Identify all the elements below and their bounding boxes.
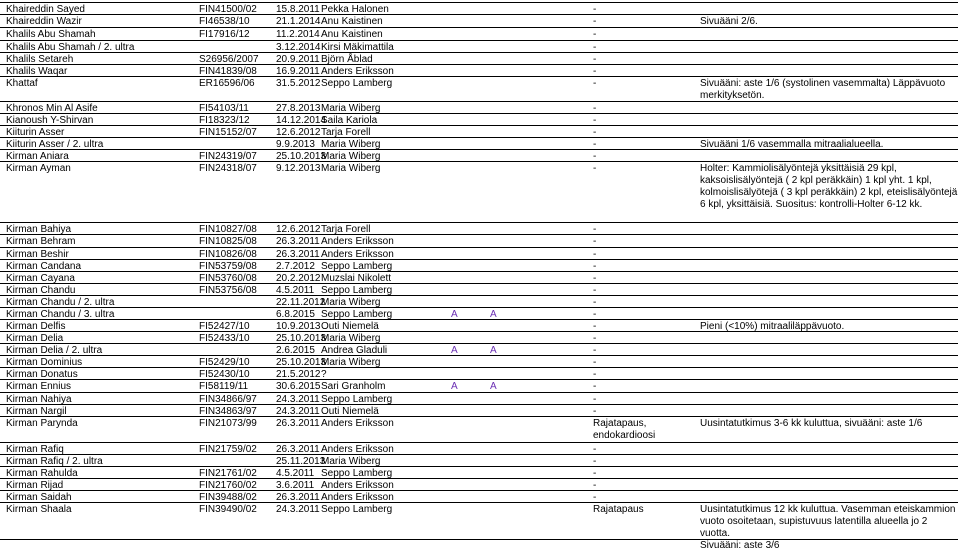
notes-cell: Sivuääni 2/6. — [700, 16, 758, 27]
evaluator-cell: Pekka Halonen — [321, 4, 389, 15]
exam-date-cell: 22.11.2012 — [276, 297, 326, 308]
mark-a-2-cell: A — [490, 381, 497, 392]
notes-cell: Pieni (<10%) mitraaliläppävuoto. — [700, 321, 845, 332]
exam-date-cell: 3.6.2011 — [276, 480, 315, 491]
name-cell: Kiiturin Asser — [6, 127, 65, 138]
evaluator-cell: Saila Kariola — [321, 115, 378, 126]
name-cell: Kirman Chandu / 2. ultra — [6, 297, 115, 308]
reg-number-cell: FIN21759/02 — [199, 444, 257, 455]
mark-a-2-cell: A — [490, 345, 497, 356]
result-cell: - — [593, 285, 597, 296]
exam-date-cell: 26.3.2011 — [276, 444, 320, 455]
name-cell: Khaireddin Wazir — [6, 16, 82, 27]
result-cell: - — [593, 345, 597, 356]
notes-cell: Sivuääni: aste 1/6 (systolinen vasemmalta) Läppävuoto merkityksetön. — [700, 78, 946, 101]
mark-a-2-cell: A — [490, 309, 497, 320]
evaluator-cell: Seppo Lamberg — [321, 261, 393, 272]
table-row — [0, 502, 958, 551]
result-cell: - — [593, 103, 597, 114]
table-row — [0, 234, 958, 247]
table-row — [0, 14, 958, 28]
result-cell: - — [593, 333, 597, 344]
reg-number-cell: FI18323/12 — [199, 115, 250, 126]
reg-number-cell: FI52430/10 — [199, 369, 250, 380]
name-cell: Kirman Delfis — [6, 321, 66, 332]
result-cell: - — [593, 480, 597, 491]
evaluator-cell: Andrea Gladuli — [321, 345, 388, 356]
result-cell: Rajatapaus, endokardioosi — [593, 418, 656, 441]
evaluator-cell: Anders Eriksson — [321, 249, 394, 260]
table-row — [0, 416, 958, 442]
name-cell: Kirman Rahulda — [6, 468, 78, 479]
name-cell: Khalils Abu Shamah — [6, 29, 96, 40]
reg-number-cell: FIN10825/08 — [199, 236, 257, 247]
exam-date-cell: 10.9.2013 — [276, 321, 321, 332]
mark-a-1-cell: A — [451, 345, 458, 356]
table-row — [0, 379, 958, 392]
evaluator-cell: Seppo Lamberg — [321, 468, 393, 479]
reg-number-cell: FI54103/11 — [199, 103, 249, 114]
name-cell: Kirman Rafiq / 2. ultra — [6, 456, 103, 467]
exam-date-cell: 24.3.2011 — [276, 406, 320, 417]
notes-cell: Uusintatutkimus 3-6 kk kuluttua, sivuääni: aste 1/6 — [700, 418, 923, 429]
name-cell: Kirman Nargil — [6, 406, 67, 417]
result-cell: - — [593, 444, 597, 455]
reg-number-cell: FIN34866/97 — [199, 394, 257, 405]
evaluator-cell: Maria Wiberg — [321, 151, 381, 162]
exam-date-cell: 25.10.2013 — [276, 333, 327, 344]
name-cell: Khattaf — [6, 78, 38, 89]
reg-number-cell: ER16596/06 — [199, 78, 255, 89]
reg-number-cell: FIN10826/08 — [199, 249, 257, 260]
exam-date-cell: 4.5.2011 — [276, 468, 315, 479]
exam-date-cell: 26.3.2011 — [276, 418, 320, 429]
result-cell: - — [593, 321, 597, 332]
reg-number-cell: FIN24318/07 — [199, 163, 257, 174]
result-cell: - — [593, 139, 597, 150]
evaluator-cell: Sari Granholm — [321, 381, 386, 392]
name-cell: Kirman Delia — [6, 333, 64, 344]
result-cell: - — [593, 127, 597, 138]
exam-date-cell: 15.8.2011 — [276, 4, 320, 15]
exam-date-cell: 12.6.2012 — [276, 224, 321, 235]
reg-number-cell: FI52433/10 — [199, 333, 250, 344]
result-cell: - — [593, 261, 597, 272]
reg-number-cell: FI58119/11 — [199, 381, 249, 392]
name-cell: Kiiturin Asser / 2. ultra — [6, 139, 104, 150]
result-cell: - — [593, 236, 597, 247]
result-cell: - — [593, 369, 597, 380]
name-cell: Kirman Ayman — [6, 163, 71, 174]
result-cell: - — [593, 357, 597, 368]
exam-date-cell: 6.8.2015 — [276, 309, 315, 320]
reg-number-cell: FIN34863/97 — [199, 406, 257, 417]
result-cell: - — [593, 297, 597, 308]
reg-number-cell: FIN21073/99 — [199, 418, 257, 429]
exam-date-cell: 16.9.2011 — [276, 66, 320, 77]
name-cell: Khalils Waqar — [6, 66, 68, 77]
result-cell: - — [593, 273, 597, 284]
name-cell: Kirman Beshir — [6, 249, 69, 260]
notes-cell: Uusintatutkimus 12 kk kuluttua. Vasemman eteiskammion vuoto osoitetaan, supistuvuus latentilla alueella jo 2 vuotta. Sivuääni: aste 3/6 — [700, 504, 956, 551]
exam-date-cell: 20.9.2011 — [276, 54, 320, 65]
exam-date-cell: 14.12.2014 — [276, 115, 327, 126]
name-cell: Kirman Parynda — [6, 418, 78, 429]
evaluator-cell: Seppo Lamberg — [321, 394, 393, 405]
exam-date-cell: 30.6.2015 — [276, 381, 321, 392]
name-cell: Khalils Setareh — [6, 54, 74, 65]
reg-number-cell: FIN15152/07 — [199, 127, 257, 138]
reg-number-cell: FI46538/10 — [199, 16, 250, 27]
reg-number-cell: FIN21760/02 — [199, 480, 257, 491]
exam-date-cell: 12.6.2012 — [276, 127, 321, 138]
exam-date-cell: 21.1.2014 — [276, 16, 321, 27]
exam-date-cell: 2.7.2012 — [276, 261, 315, 272]
evaluator-cell: Anders Eriksson — [321, 480, 394, 491]
exam-date-cell: 4.5.2011 — [276, 285, 315, 296]
exam-date-cell: 24.3.2011 — [276, 394, 320, 405]
reg-number-cell: FI52427/10 — [199, 321, 250, 332]
name-cell: Kirman Dominius — [6, 357, 83, 368]
name-cell: Kirman Donatus — [6, 369, 78, 380]
exam-date-cell: 26.3.2011 — [276, 492, 320, 503]
result-cell: - — [593, 406, 597, 417]
reg-number-cell: S26956/2007 — [199, 54, 259, 65]
result-cell: - — [593, 492, 597, 503]
evaluator-cell: Kirsi Mäkimattila — [321, 42, 394, 53]
result-cell: - — [593, 4, 597, 15]
result-cell: - — [593, 456, 597, 467]
result-cell: - — [593, 394, 597, 405]
name-cell: Kirman Chandu / 3. ultra — [6, 309, 115, 320]
result-cell: - — [593, 16, 597, 27]
result-cell: Rajatapaus — [593, 504, 644, 515]
name-cell: Khronos Min Al Asife — [6, 103, 98, 114]
name-cell: Khalils Abu Shamah / 2. ultra — [6, 42, 135, 53]
evaluator-cell: Anders Eriksson — [321, 418, 394, 429]
reg-number-cell: FIN39490/02 — [199, 504, 257, 515]
evaluator-cell: Maria Wiberg — [321, 103, 381, 114]
exam-date-cell: 11.2.2014 — [276, 29, 320, 40]
exam-date-cell: 26.3.2011 — [276, 249, 320, 260]
reg-number-cell: FIN39488/02 — [199, 492, 257, 503]
exam-date-cell: 9.12.2013 — [276, 163, 321, 174]
name-cell: Kirman Delia / 2. ultra — [6, 345, 103, 356]
name-cell: Kirman Shaala — [6, 504, 72, 515]
evaluator-cell: Maria Wiberg — [321, 163, 381, 174]
reg-number-cell: FIN53756/08 — [199, 285, 257, 296]
result-cell: - — [593, 78, 597, 89]
reg-number-cell: FI17916/12 — [199, 29, 250, 40]
notes-cell: Sivuääni 1/6 vasemmalla mitraalialueella. — [700, 139, 884, 150]
evaluator-cell: Maria Wiberg — [321, 297, 381, 308]
result-cell: - — [593, 151, 597, 162]
name-cell: Kirman Cayana — [6, 273, 75, 284]
evaluator-cell: Tarja Forell — [321, 127, 371, 138]
result-cell: - — [593, 224, 597, 235]
evaluator-cell: Maria Wiberg — [321, 139, 381, 150]
exam-date-cell: 27.8.2013 — [276, 103, 321, 114]
name-cell: Kirman Aniara — [6, 151, 69, 162]
evaluator-cell: Anders Eriksson — [321, 492, 394, 503]
reg-number-cell: FIN53759/08 — [199, 261, 257, 272]
result-cell: - — [593, 42, 597, 53]
evaluator-cell: Tarja Forell — [321, 224, 371, 235]
evaluator-cell: Anu Kaistinen — [321, 16, 383, 27]
reg-number-cell: FIN41500/02 — [199, 4, 257, 15]
result-cell: - — [593, 381, 597, 392]
exam-date-cell: 25.10.2013 — [276, 151, 327, 162]
exam-date-cell: 24.3.2011 — [276, 504, 320, 515]
exam-date-cell: 9.9.2013 — [276, 139, 315, 150]
table-row — [0, 161, 958, 211]
name-cell: Kirman Rafiq — [6, 444, 64, 455]
evaluator-cell: Muzslai Nikolett — [321, 273, 392, 284]
notes-cell: Holter: Kammiolisälyöntejä yksittäisiä 29 kpl, kaksoislisälyöntejä ( 2 kpl peräkkäin) 1 kpl yht. 1 kpl, kolmoislisälyötejä ( 3 kpl peräkkäin) 2 kpl, eteislisälyöntejä 6 kpl, yksittäisiä. Suositus: kontrolli-Holter 6-12 kk. — [700, 163, 958, 210]
result-cell: - — [593, 249, 597, 260]
mark-a-1-cell: A — [451, 381, 458, 392]
name-cell: Kirman Candana — [6, 261, 82, 272]
reg-number-cell: FIN24319/07 — [199, 151, 257, 162]
table-row — [0, 76, 958, 101]
name-cell: Kirman Chandu — [6, 285, 76, 296]
evaluator-cell: Anders Eriksson — [321, 66, 394, 77]
evaluator-cell: Seppo Lamberg — [321, 78, 393, 89]
evaluator-cell: Outi Niemelä — [321, 406, 379, 417]
table-row — [0, 27, 958, 40]
result-cell: - — [593, 309, 597, 320]
result-cell: - — [593, 163, 597, 174]
mark-a-1-cell: A — [451, 309, 458, 320]
name-cell: Kirman Bahiya — [6, 224, 72, 235]
name-cell: Kirman Nahiya — [6, 394, 72, 405]
exam-date-cell: 21.5.2012 — [276, 369, 321, 380]
name-cell: Kirman Saidah — [6, 492, 72, 503]
result-cell: - — [593, 115, 597, 126]
evaluator-cell: Seppo Lamberg — [321, 504, 393, 515]
exam-date-cell: 3.12.2014 — [276, 42, 321, 53]
reg-number-cell: FI52429/10 — [199, 357, 250, 368]
evaluator-cell: Björn Åblad — [321, 54, 373, 65]
exam-date-cell: 25.11.2013 — [276, 456, 326, 467]
evaluator-cell: Maria Wiberg — [321, 456, 381, 467]
result-cell: - — [593, 54, 597, 65]
reg-number-cell: FIN10827/08 — [199, 224, 257, 235]
reg-number-cell: FIN53760/08 — [199, 273, 257, 284]
reg-number-cell: FIN21761/02 — [199, 468, 257, 479]
result-cell: - — [593, 468, 597, 479]
result-cell: - — [593, 66, 597, 77]
name-cell: Kirman Ennius — [6, 381, 72, 392]
evaluator-cell: Maria Wiberg — [321, 333, 381, 344]
evaluator-cell: Seppo Lamberg — [321, 285, 393, 296]
evaluator-cell: Anders Eriksson — [321, 444, 394, 455]
exam-date-cell: 26.3.2011 — [276, 236, 320, 247]
exam-date-cell: 20.2.2012 — [276, 273, 321, 284]
evaluator-cell: ? — [321, 369, 327, 380]
exam-date-cell: 31.5.2012 — [276, 78, 321, 89]
reg-number-cell: FIN41839/08 — [199, 66, 257, 77]
exam-date-cell: 2.6.2015 — [276, 345, 315, 356]
result-cell: - — [593, 29, 597, 40]
evaluator-cell: Anu Kaistinen — [321, 29, 383, 40]
evaluator-cell: Outi Niemelä — [321, 321, 379, 332]
evaluator-cell: Seppo Lamberg — [321, 309, 393, 320]
evaluator-cell: Anders Eriksson — [321, 236, 394, 247]
name-cell: Kirman Rijad — [6, 480, 64, 491]
name-cell: Khaireddin Sayed — [6, 4, 85, 15]
exam-date-cell: 25.10.2013 — [276, 357, 327, 368]
evaluator-cell: Maria Wiberg — [321, 357, 381, 368]
name-cell: Kianoush Y-Shirvan — [6, 115, 94, 126]
name-cell: Kirman Behram — [6, 236, 76, 247]
